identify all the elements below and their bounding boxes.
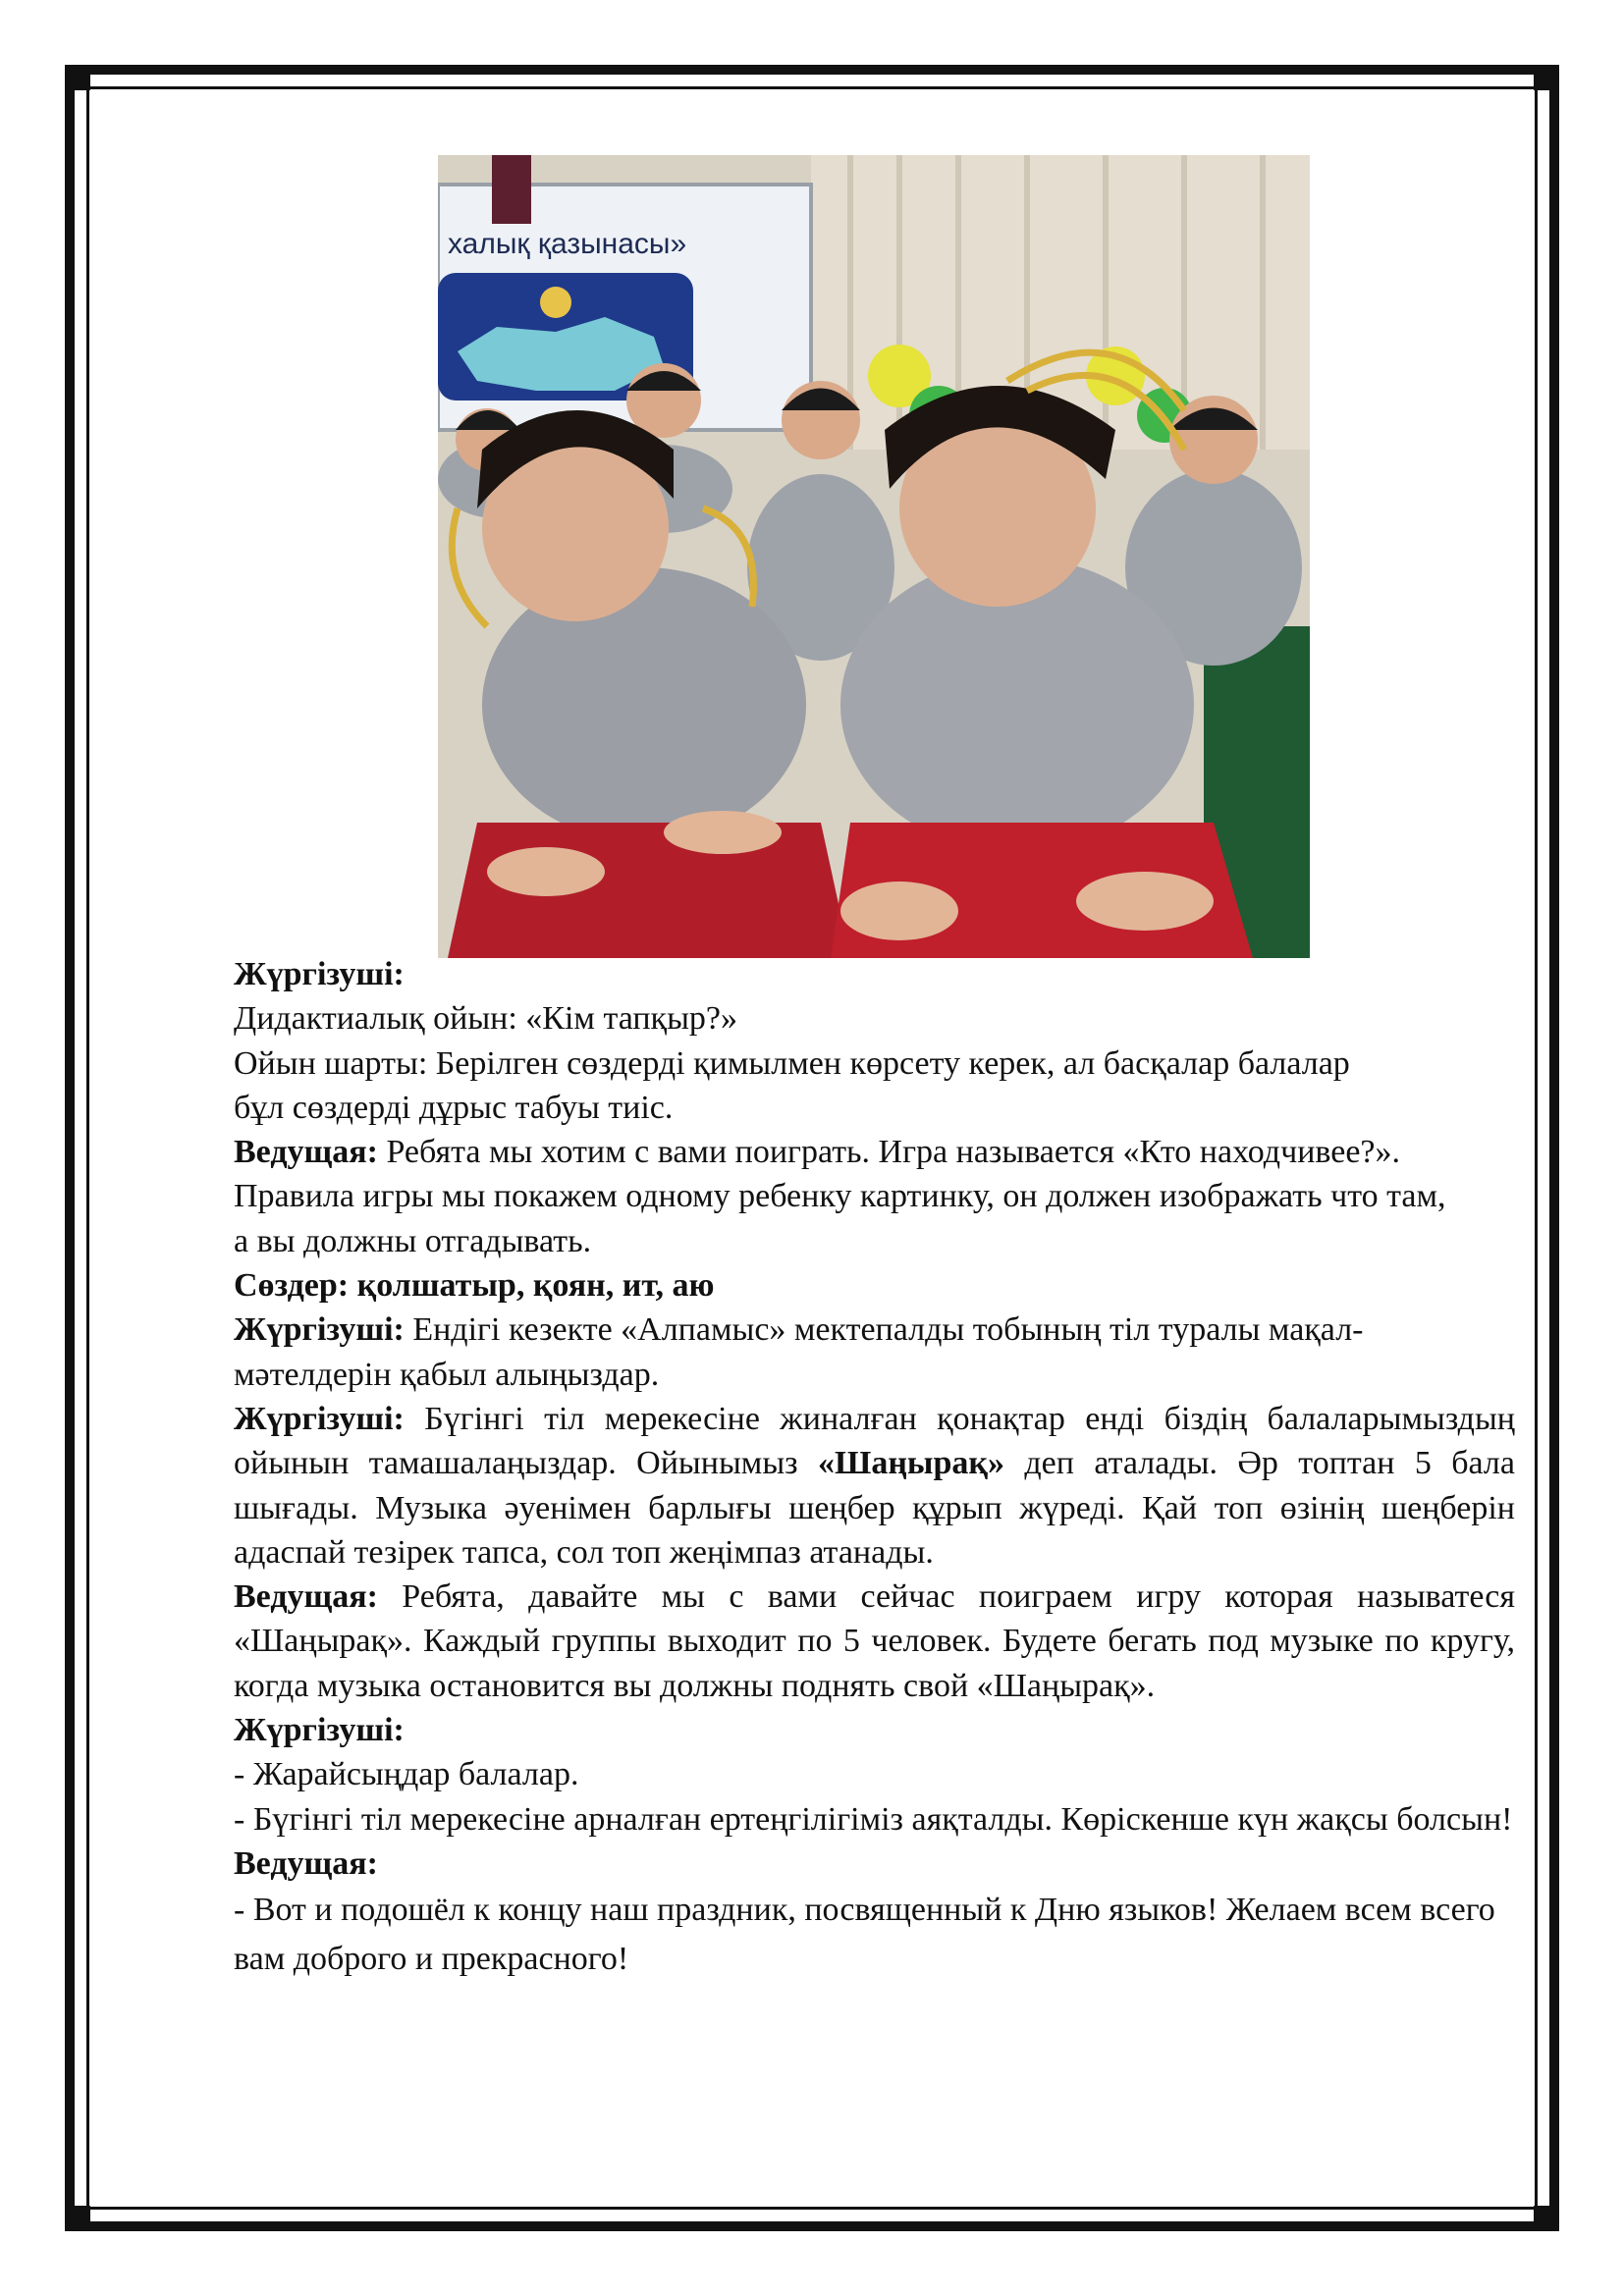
paragraph xyxy=(234,1575,1515,1708)
speaker-label: Ведущая: xyxy=(234,1578,378,1616)
paragraph xyxy=(234,1130,1451,1263)
paragraph xyxy=(234,1397,1515,1575)
paragraph: - Жарайсыңдар балалар. xyxy=(234,1756,579,1793)
speaker-label: Жүргізуші: xyxy=(234,956,405,992)
paragraph-text: Ендігі кезекте «Алпамыс» мектепалды тобының тіл туралы мақал-мәтелдерін қабыл алыңыздар. xyxy=(234,1311,1364,1393)
border-corner xyxy=(1534,2206,1559,2231)
speaker-label: Сөздер: қолшатыр, қоян, ит, аю xyxy=(234,1267,715,1305)
paragraph-text: Ребята мы хотим с вами поиграть. Игра называется «Кто находчивее?». Правила игры мы покажем одному ребенку картинку, он должен изображать что там, а вы должны отгадывать. xyxy=(234,1134,1446,1259)
script-text xyxy=(234,952,1515,1984)
speaker-label: Жүргізуші: xyxy=(234,1712,405,1749)
paragraph-text: деп аталады. Әр топтан 5 бала шығады. Музыка әуенімен барлығы шеңбер құрып жүреді. Қай топ өзінің шеңберін адаспай тезірек тапса, сол топ жеңімпаз атанады. xyxy=(234,1445,1515,1571)
paragraph: Дидактиалық ойын: «Кім тапқыр?» xyxy=(234,1000,738,1038)
game-name: «Шаңырақ» xyxy=(818,1445,1004,1482)
children-photo xyxy=(438,155,1310,958)
border-corner xyxy=(65,65,90,90)
paragraph: - Вот и подошёл к концу наш праздник, посвященный к Дню языков! Желаем всем всего вам доброго и прекрасного! xyxy=(234,1892,1495,1978)
paragraph: - Бүгінгі тіл мерекесіне арналған ертеңгілігіміз аяқталды. Көріскенше күн жақсы болсын! xyxy=(234,1800,1513,1838)
speaker-label: Жүргізуші: xyxy=(234,1400,405,1437)
paragraph xyxy=(234,1842,1515,1886)
paragraph: Ойын шарты: Берілген сөздерді қимылмен көрсету керек, ал басқалар балалар бұл сөздерді дұрыс табуы тиіс. xyxy=(234,1044,1350,1126)
paragraph xyxy=(234,1263,1515,1308)
speaker-label: Жүргізуші: xyxy=(234,1311,405,1349)
speaker-label: Ведущая: xyxy=(234,1844,378,1882)
paragraph xyxy=(234,1308,1441,1397)
paragraph xyxy=(234,1708,1515,1752)
border-corner xyxy=(1534,65,1559,90)
paragraph-text: Бүгінгі тіл мерекесіне жиналған қонақтар енді біздің балаларымыздың ойынын тамашалаңыздар. Ойынымыз xyxy=(234,1400,1515,1482)
speaker-label: Ведущая: xyxy=(234,1134,378,1171)
paragraph xyxy=(234,952,1515,996)
paragraph-text: Ребята, давайте мы с вами сейчас поиграем игру которая называтеся «Шаңырақ». Каждый группы выходит по 5 человек. Будете бегать под музыке по кругу, когда музыка остановится вы должны поднять свой «Шаңырақ». xyxy=(234,1578,1515,1704)
border-corner xyxy=(65,2206,90,2231)
screen-caption: халық қазынасы» xyxy=(448,228,687,260)
